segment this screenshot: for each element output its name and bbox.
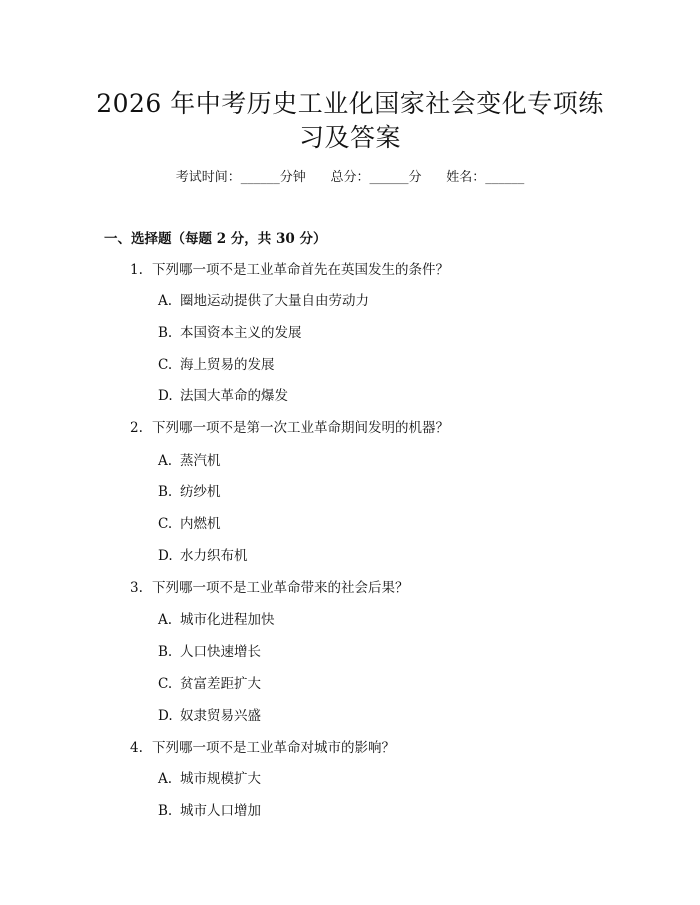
question-4-option-b bbox=[158, 801, 261, 821]
option-text: 城市人口增加 bbox=[180, 803, 261, 819]
question-2 bbox=[130, 418, 449, 438]
question-2-option-d bbox=[158, 546, 248, 566]
page-title-line-2: 习及答案 bbox=[298, 123, 401, 152]
option-text: 圈地运动提供了大量自由劳动力 bbox=[180, 293, 369, 309]
option-text: 城市化进程加快 bbox=[180, 612, 275, 628]
question-2-option-a bbox=[158, 451, 221, 471]
option-text: 贫富差距扩大 bbox=[180, 676, 261, 692]
option-text: 纺纱机 bbox=[180, 484, 221, 500]
option-letter: A. bbox=[158, 453, 173, 469]
question-1-option-b bbox=[158, 323, 302, 343]
question-1 bbox=[130, 260, 449, 280]
question-2-option-b bbox=[158, 482, 221, 502]
question-3-option-a bbox=[158, 610, 275, 630]
option-letter: B. bbox=[158, 484, 173, 500]
question-3-option-b bbox=[158, 642, 261, 662]
question-1-option-d bbox=[158, 386, 288, 406]
option-text: 法国大革命的爆发 bbox=[180, 388, 288, 404]
question-2-option-c bbox=[158, 514, 221, 534]
question-number: 4. bbox=[130, 740, 143, 756]
question-number: 1. bbox=[130, 262, 143, 278]
option-letter: D. bbox=[158, 388, 173, 404]
option-letter: B. bbox=[158, 325, 173, 341]
question-text: 下列哪一项不是工业革命带来的社会后果？ bbox=[152, 580, 409, 596]
question-number: 3. bbox=[130, 580, 143, 596]
option-text: 人口快速增长 bbox=[180, 644, 261, 660]
option-letter: C. bbox=[158, 676, 173, 692]
question-text: 下列哪一项不是工业革命首先在英国发生的条件？ bbox=[152, 262, 449, 278]
option-letter: A. bbox=[158, 771, 173, 787]
option-letter: B. bbox=[158, 803, 173, 819]
question-text: 下列哪一项不是工业革命对城市的影响？ bbox=[152, 740, 395, 756]
option-letter: C. bbox=[158, 516, 173, 532]
option-letter: B. bbox=[158, 644, 173, 660]
question-number: 2. bbox=[130, 420, 143, 436]
option-letter: D. bbox=[158, 708, 173, 724]
question-3 bbox=[130, 578, 409, 598]
option-letter: C. bbox=[158, 357, 173, 373]
question-3-option-c bbox=[158, 674, 261, 694]
option-text: 奴隶贸易兴盛 bbox=[180, 708, 261, 724]
question-4-option-a bbox=[158, 769, 261, 789]
page-title-line-1: 2026 年中考历史工业化国家社会变化专项练 bbox=[96, 89, 604, 118]
exam-meta-info: 考试时间：______分钟 总分：______分 姓名：______ bbox=[175, 170, 525, 185]
question-3-option-d bbox=[158, 706, 261, 726]
option-text: 水力织布机 bbox=[180, 548, 248, 564]
option-text: 蒸汽机 bbox=[180, 453, 221, 469]
section-heading: 一、选择题（每题 2 分，共 30 分） bbox=[104, 231, 327, 247]
question-text: 下列哪一项不是第一次工业革命期间发明的机器？ bbox=[152, 420, 449, 436]
option-letter: A. bbox=[158, 612, 173, 628]
option-letter: D. bbox=[158, 548, 173, 564]
question-4 bbox=[130, 738, 395, 758]
question-1-option-a bbox=[158, 291, 369, 311]
option-text: 城市规模扩大 bbox=[180, 771, 261, 787]
question-1-option-c bbox=[158, 355, 275, 375]
option-text: 海上贸易的发展 bbox=[180, 357, 275, 373]
option-letter: A. bbox=[158, 293, 173, 309]
option-text: 本国资本主义的发展 bbox=[180, 325, 302, 341]
option-text: 内燃机 bbox=[180, 516, 221, 532]
